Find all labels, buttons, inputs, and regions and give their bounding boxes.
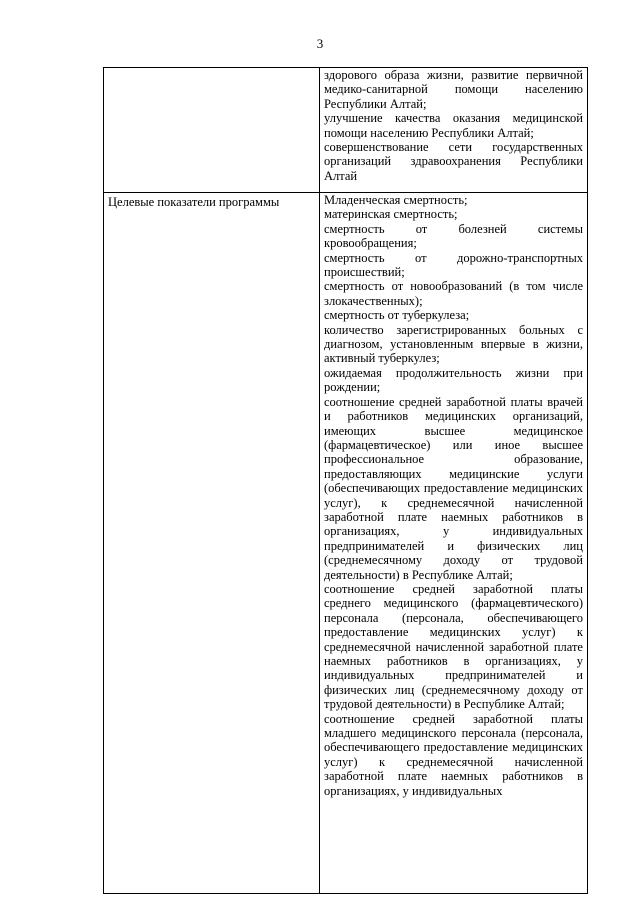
list-item: смертность от дорожно-транспортных происшествий; [324,250,583,280]
program-table [103,67,588,894]
row-label: Целевые показатели программы [108,195,280,209]
list-item: количество зарегистрированных больных с диагнозом, установленным впервые в жизни, активный туберкулез; [324,322,583,366]
list-item: соотношение средней заработной платы среднего медицинского (фармацевтического) персонала (персонала, обеспечивающего предоставление медицинских услуг) к среднемесячной начисленной заработной плате наемных работников в организациях, у индивидуальных предпринимателей и физических лиц (среднемесячному доходу от трудовой деятельности) в Республике Алтай; [324,581,583,712]
list-item: улучшение качества оказания медицинской помощи населению Республики Алтай; [324,111,583,140]
row-content-cell [320,68,588,193]
row-content-cell [320,193,588,894]
list-item: ожидаемая продолжительность жизни при рождении; [324,365,583,395]
page-number: 3 [316,36,324,51]
list-item: соотношение средней заработной платы младшего медицинского персонала (персонала, обеспечивающего предоставление медицинских услуг) к среднемесячной начисленной заработной плате наемных работников в организациях, у индивидуальных [324,711,583,798]
list-item: совершенствование сети государственных организаций здравоохранения Республики Алтай [324,140,583,183]
list-item: смертность от болезней системы кровообращения; [324,221,583,251]
list-item: соотношение средней заработной платы врачей и работников медицинских организаций, имеющих высшее медицинское (фармацевтическое) или иное высшее профессиональное образование, предоставляющих медицинские услуги (обеспечивающих предоставление медицинских услуг), к среднемесячной начисленной заработной плате наемных работников в организациях, у индивидуальных предпринимателей и физических лиц (среднемесячному доходу от трудовой деятельности) в Республике Алтай; [324,394,583,582]
table-row [104,193,588,894]
row-label-cell [104,68,320,193]
list-item: здорового образа жизни, развитие первичной медико-санитарной помощи населению Республики Алтай; [324,68,583,111]
list-item: смертность от туберкулеза; [324,308,470,323]
list-item: материнская смертность; [324,207,458,222]
list-item: Младенческая смертность; [324,193,468,207]
table-row [104,68,588,193]
row-label-cell [104,193,320,894]
list-item: смертность от новообразований (в том числе злокачественных); [324,279,583,308]
